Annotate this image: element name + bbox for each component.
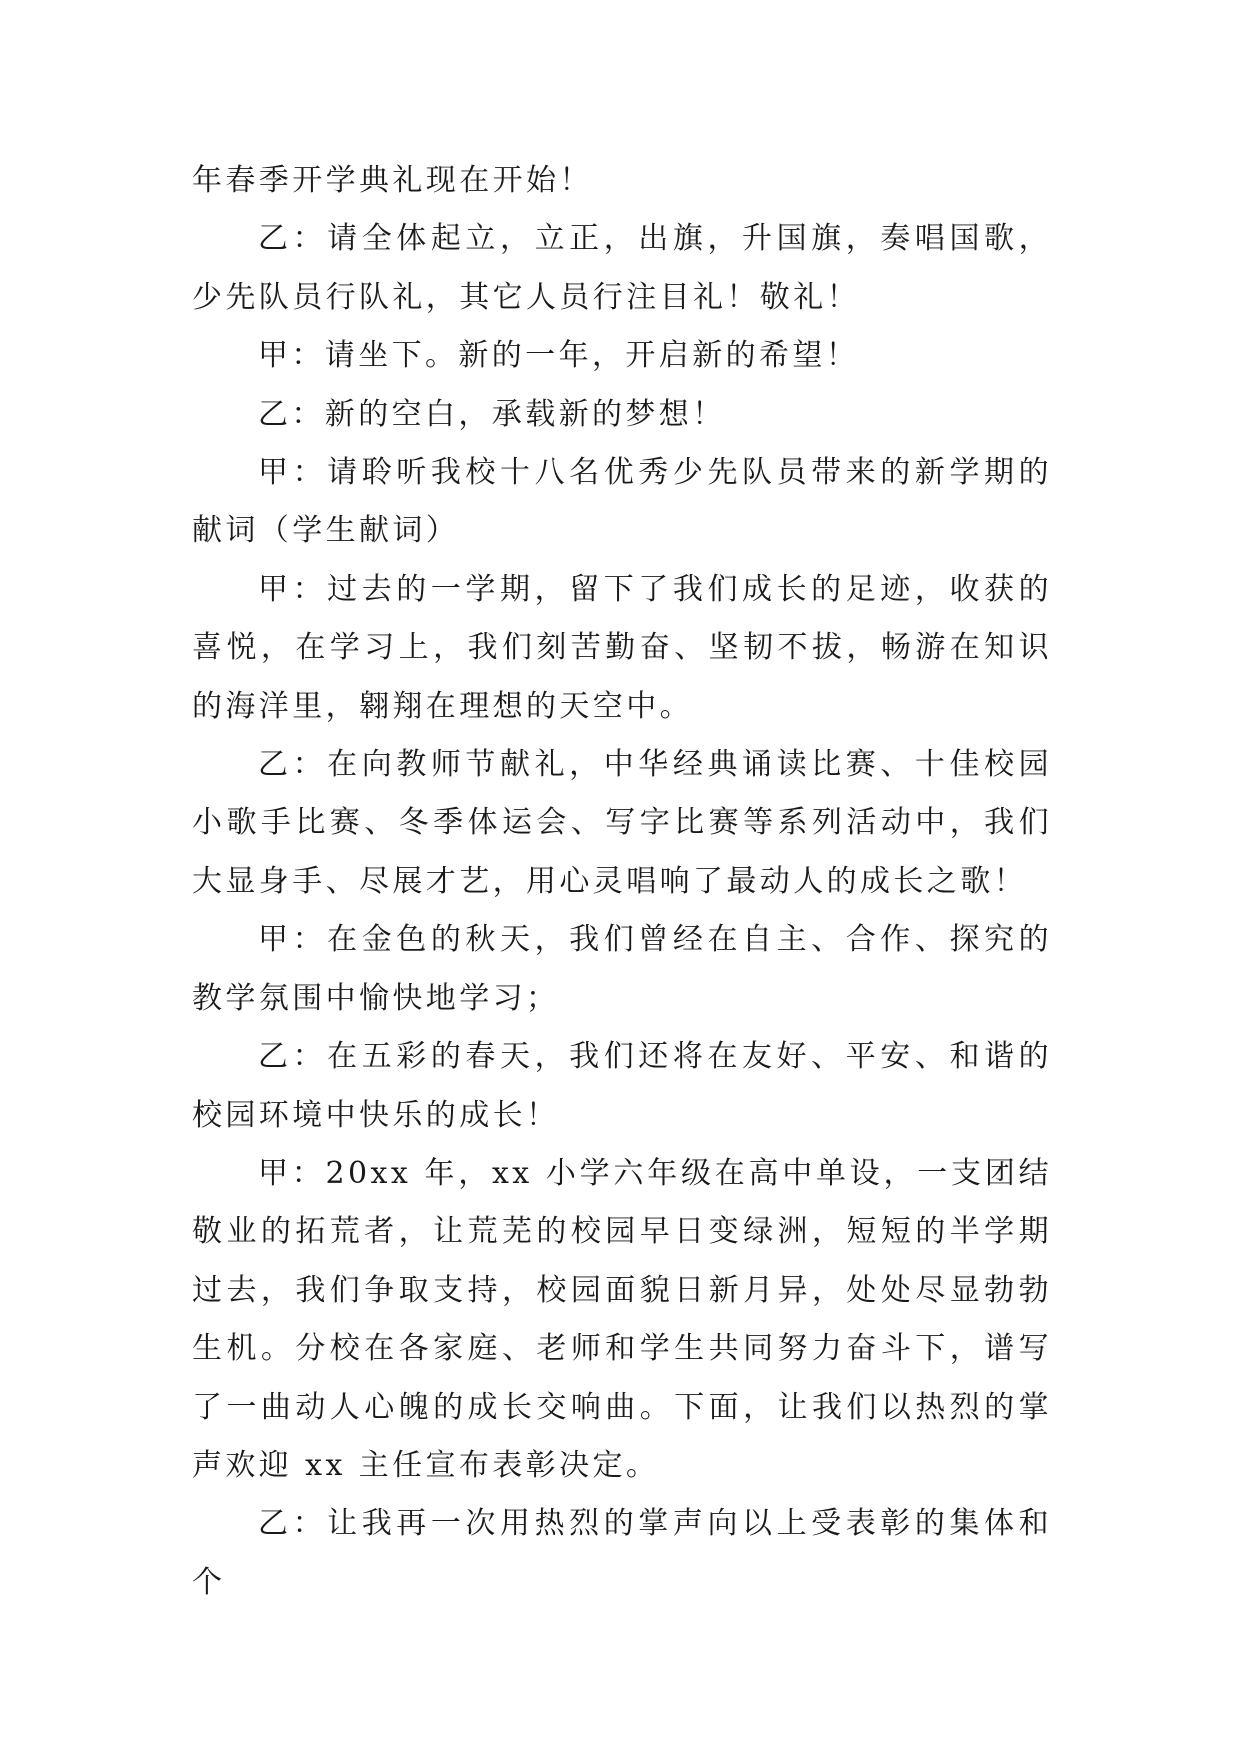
- paragraph: 乙：在五彩的春天，我们还将在友好、平安、和谐的校园环境中快乐的成长！: [192, 1039, 1052, 1133]
- paragraph: 甲：请坐下。新的一年，开启新的希望！: [258, 338, 860, 374]
- paragraph: 乙：在向教师节献礼，中华经典诵读比赛、十佳校园小歌手比赛、冬季体运会、写字比赛等系列活动中，我们大显身手、尽展才艺，用心灵唱响了最动人的成长之歌！: [192, 747, 1052, 899]
- paragraph: 乙：新的空白，承载新的梦想！: [258, 396, 726, 432]
- paragraph: 甲：过去的一学期，留下了我们成长的足迹，收获的喜悦，在学习上，我们刻苦勤奋、坚韧不拔，畅游在知识的海洋里，翱翔在理想的天空中。: [192, 571, 1052, 724]
- paragraph-continuation: 年春季开学典礼现在开始！: [192, 163, 593, 198]
- paragraph: 甲：在金色的秋天，我们曾经在自主、合作、探究的教学氛围中愉快地学习；: [192, 922, 1052, 1016]
- paragraph: 甲：20xx 年，xx 小学六年级在高中单设，一支团结敬业的拓荒者，让荒芜的校园早日变绿洲，短短的半学期过去，我们争取支持，校园面貌日新月异，处处尽显勃勃生机。分校在各家庭、老师和学生共同努力奋斗下，谱写了一曲动人心魄的成长交响曲。下面，让我们以热烈的掌声欢迎 xx 主任宣布表彰决定。: [192, 1155, 1052, 1483]
- paragraph: 甲：请聆听我校十八名优秀少先队员带来的新学期的献词（学生献词）: [192, 455, 1052, 549]
- paragraph-truncated: 乙：让我再一次用热烈的掌声向以上受表彰的集体和个: [192, 1506, 1052, 1600]
- document-body: [192, 152, 1052, 1612]
- paragraph: 乙：请全体起立，立正，出旗，升国旗，奏唱国歌，少先队员行队礼，其它人员行注目礼！敬礼！: [192, 221, 1052, 315]
